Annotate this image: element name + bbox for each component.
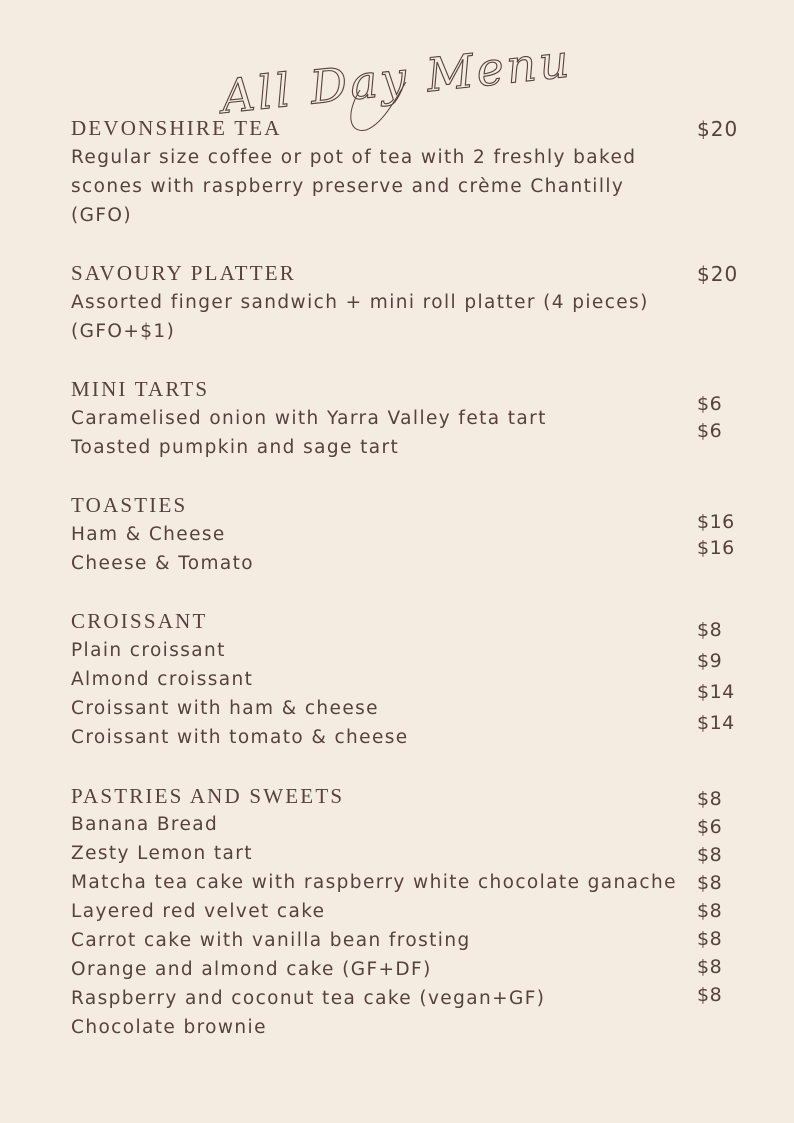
- price: $16: [697, 511, 735, 533]
- price: $8: [697, 844, 723, 866]
- menu-line: Orange and almond cake (GF+DF): [71, 959, 432, 980]
- menu-title-text: All Day Menu: [218, 33, 575, 124]
- section-heading-pastries-and-sweets: PASTRIES AND SWEETS: [71, 784, 345, 808]
- price: $6: [697, 420, 723, 442]
- menu-line: Caramelised onion with Yarra Valley feta tart: [71, 408, 547, 429]
- menu-line: Regular size coffee or pot of tea with 2 freshly baked: [71, 147, 637, 168]
- menu-line: Carrot cake with vanilla bean frosting: [71, 930, 471, 951]
- price: $14: [697, 712, 735, 734]
- menu-line: Zesty Lemon tart: [71, 843, 253, 864]
- price: $8: [697, 928, 723, 950]
- menu-line: Chocolate brownie: [71, 1017, 267, 1038]
- price: $8: [697, 619, 723, 641]
- menu-line: Toasted pumpkin and sage tart: [71, 437, 400, 458]
- menu-line: Layered red velvet cake: [71, 901, 326, 922]
- section-heading-mini-tarts: MINI TARTS: [71, 377, 210, 401]
- section-heading-croissant: CROISSANT: [71, 609, 208, 633]
- section-heading-devonshire-tea: DEVONSHIRE TEA: [71, 116, 282, 140]
- price: $8: [697, 872, 723, 894]
- menu-line: (GFO+$1): [71, 321, 176, 342]
- price: $8: [697, 900, 723, 922]
- menu-line: Raspberry and coconut tea cake (vegan+GF): [71, 988, 546, 1009]
- price: $14: [697, 681, 735, 703]
- section-lines-savoury-platter: [71, 288, 649, 346]
- price: $16: [697, 537, 735, 559]
- price: $8: [697, 956, 723, 978]
- menu-line: Ham & Cheese: [71, 524, 226, 545]
- section-lines-croissant: [71, 636, 409, 752]
- section-lines-pastries-and-sweets: [71, 810, 677, 1042]
- section-heading-toasties: TOASTIES: [71, 493, 188, 517]
- menu-line: Plain croissant: [71, 640, 226, 661]
- price: $9: [697, 650, 723, 672]
- price: $8: [697, 984, 723, 1006]
- price: $8: [697, 788, 723, 810]
- menu-line: scones with raspberry preserve and crème Chantilly: [71, 176, 625, 197]
- section-lines-devonshire-tea: [71, 143, 636, 230]
- price-savoury-platter: $20: [697, 262, 739, 286]
- menu-line: Croissant with tomato & cheese: [71, 727, 409, 748]
- price: $6: [697, 816, 723, 838]
- section-lines-toasties: [71, 520, 254, 578]
- section-heading-savoury-platter: SAVOURY PLATTER: [71, 261, 296, 285]
- menu-line: Cheese & Tomato: [71, 553, 255, 574]
- menu-line: Almond croissant: [71, 669, 254, 690]
- price: $6: [697, 393, 723, 415]
- menu-line: Matcha tea cake with raspberry white chocolate ganache: [71, 872, 677, 893]
- menu-line: Croissant with ham & cheese: [71, 698, 379, 719]
- price-devonshire-tea: $20: [697, 117, 739, 141]
- menu-line: (GFO): [71, 205, 132, 226]
- menu-line: Banana Bread: [71, 814, 219, 835]
- section-lines-mini-tarts: [71, 404, 547, 462]
- menu-line: Assorted finger sandwich + mini roll platter (4 pieces): [71, 292, 649, 313]
